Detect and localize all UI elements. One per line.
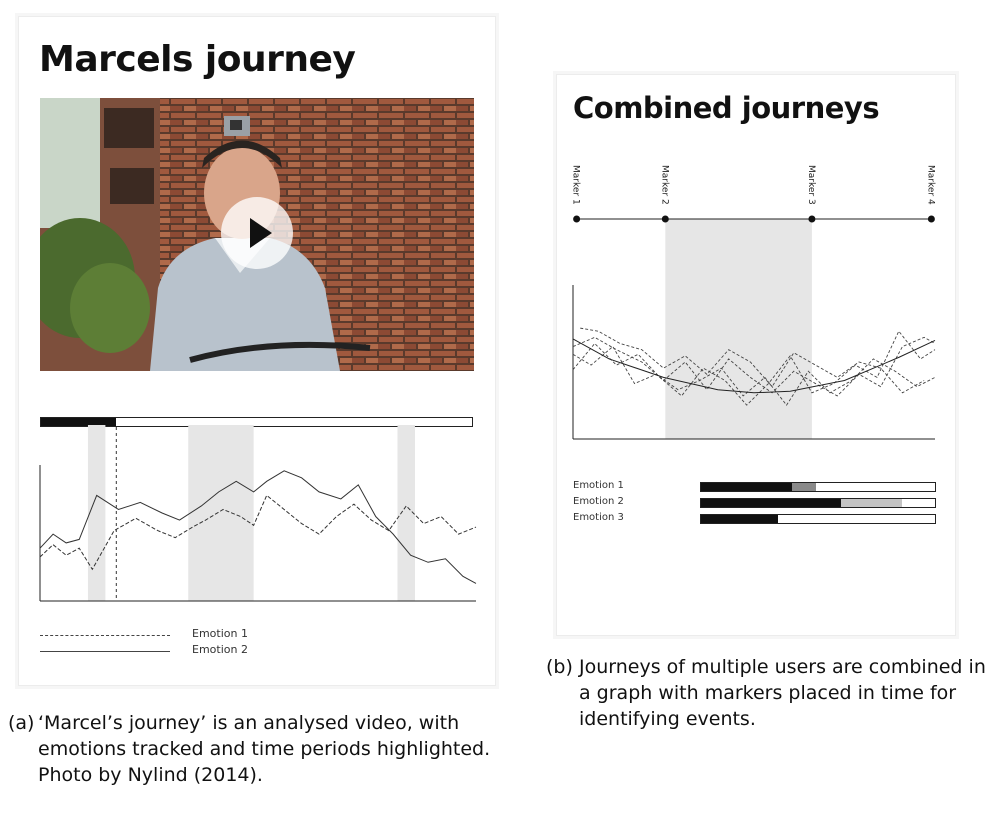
emotion-bar-primary xyxy=(701,515,778,523)
highlight-period xyxy=(188,425,253,601)
figure-a-card xyxy=(18,16,496,686)
emotion-bar xyxy=(700,498,936,508)
legend-label: Emotion 1 xyxy=(192,627,248,640)
marker-label: Marker 2 xyxy=(659,165,670,205)
figure-b-title: Combined journeys xyxy=(573,91,880,125)
emotion-chart xyxy=(38,425,478,605)
emotion-bar-secondary xyxy=(841,499,902,507)
emotion-bar-secondary xyxy=(792,483,815,491)
emotion-bar-primary xyxy=(701,499,841,507)
emotion-bar xyxy=(700,482,936,492)
caption-a-letter: (a) xyxy=(8,712,35,734)
legend-dashed-line xyxy=(40,635,170,636)
legend-label: Emotion 2 xyxy=(192,643,248,656)
figure-a-legend xyxy=(40,627,300,663)
marker-label: Marker 4 xyxy=(925,165,936,205)
marker-label: Marker 3 xyxy=(805,165,816,205)
marker-dot xyxy=(928,216,935,223)
caption-b xyxy=(546,654,986,732)
legend-solid-line xyxy=(40,651,170,652)
emotion-row-1 xyxy=(573,481,935,493)
emotion-row-2 xyxy=(573,497,935,509)
marker-dot xyxy=(808,216,815,223)
marker-dot xyxy=(662,216,669,223)
legend-item-emotion-2 xyxy=(40,643,300,659)
emotion-label: Emotion 1 xyxy=(573,480,624,491)
emotion-row-3 xyxy=(573,513,935,525)
caption-a xyxy=(8,710,518,788)
video-player[interactable] xyxy=(40,98,474,371)
emotion-label: Emotion 2 xyxy=(573,496,624,507)
figure-b-card xyxy=(556,74,956,636)
legend-item-emotion-1 xyxy=(40,627,300,643)
figure-a-title: Marcels journey xyxy=(39,39,356,80)
emotion-bar xyxy=(700,514,936,524)
emotion-label: Emotion 3 xyxy=(573,512,624,523)
caption-b-text: Journeys of multiple users are combined in a graph with markers placed in time for identifying events. xyxy=(579,656,986,730)
combined-journeys-chart xyxy=(569,155,941,445)
highlight-period xyxy=(665,219,812,439)
play-icon xyxy=(250,218,272,248)
caption-a-text: ‘Marcel’s journey’ is an analysed video, with emotions tracked and time periods highlighted. Photo by Nylind (2014). xyxy=(38,712,491,786)
highlight-period xyxy=(88,425,105,601)
play-button[interactable] xyxy=(221,197,293,269)
caption-b-letter: (b) xyxy=(546,656,573,678)
marker-label: Marker 1 xyxy=(570,165,581,205)
highlight-period xyxy=(398,425,415,601)
marker-dot xyxy=(573,216,580,223)
emotion-bar-primary xyxy=(701,483,792,491)
